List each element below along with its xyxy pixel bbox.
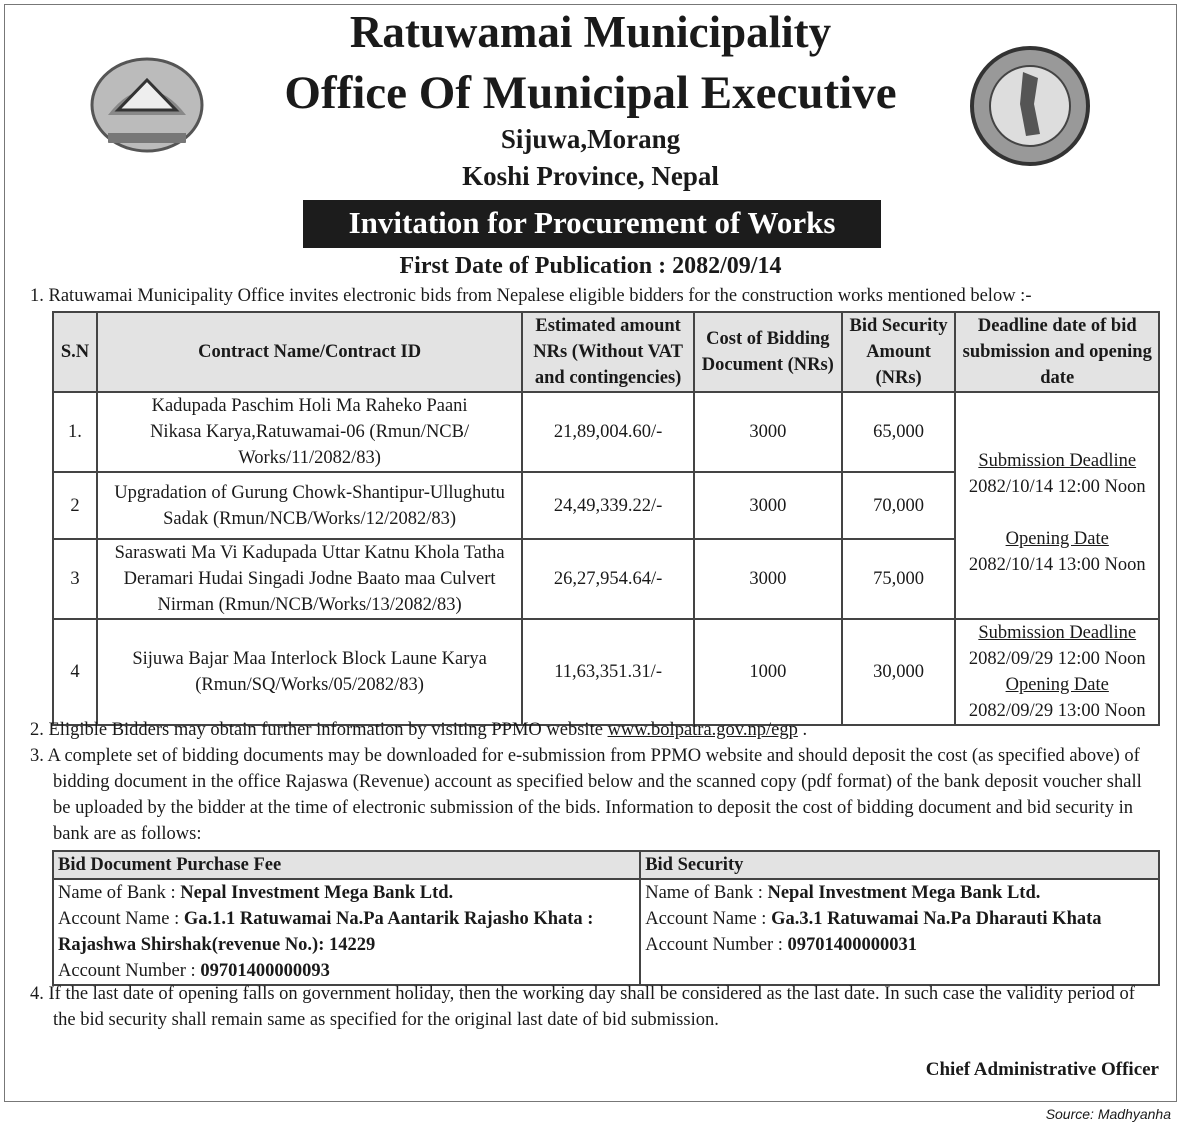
table-header-row [53,312,1159,392]
row-estimate: 26,27,954.64/- [522,539,694,619]
submission-deadline-label: Submission Deadline [978,623,1137,643]
works-table [52,311,1160,726]
submission-deadline-label: Submission Deadline [978,450,1137,471]
row-security: 70,000 [842,472,956,539]
row-contract-name: Sijuwa Bajar Maa Interlock Block Laune Karya (Rmun/SQ/Works/05/2082/83) [97,619,522,725]
bid-security-details [640,879,1159,985]
paragraph-3: 3. A complete set of bidding documents may be downloaded for e-submission from PPMO website and should deposit the cost (as specified above) of bidding document in the office Rajaswa (Revenue) account as specified below and the scanned copy (pdf format) of the bank deposit voucher shall be uploaded by the bidder at the time of electronic submission of the bids. Information to deposit the cost of bidding document and bid security in bank are as follows: [30,746,1142,844]
account-number: 09701400000093 [200,961,330,981]
opening-date-label: Opening Date [1005,528,1109,549]
row-estimate: 21,89,004.60/- [522,392,694,472]
office-name: Office Of Municipal Executive [284,67,897,119]
row-contract-name: Upgradation of Gurung Chowk-Shantipur-Ullughutu Sadak (Rmun/NCB/Works/12/2082/83) [97,472,522,539]
paragraph-2-end: . [797,720,808,740]
intro-paragraph: 1. Ratuwamai Municipality Office invites electronic bids from Nepalese eligible bidders for the construction works mentioned below :- [30,286,1032,306]
col-estimate: Estimated amount NRs (Without VAT and contingencies) [522,312,694,392]
row-security: 30,000 [842,619,956,725]
table-row [53,392,1159,472]
col-security: Bid Security Amount (NRs) [842,312,956,392]
bank-label: Name of Bank : [58,883,181,903]
publication-date: First Date of Publication : 2082/09/14 [399,253,782,279]
row-sn: 1. [53,392,97,472]
account-name: Ga.3.1 Ratuwamai Na.Pa Dharauti Khata [771,909,1102,929]
address-line-2: Koshi Province, Nepal [462,161,719,191]
deadline-cell-b [955,619,1159,725]
account-name: Ga.1.1 Ratuwamai Na.Pa Aantarik Rajasho Khata : Rajashwa Shirshak(revenue No.): 14229 [58,909,594,955]
notice-title-banner: Invitation for Procurement of Works [303,200,881,248]
ppmo-website-link[interactable]: www.bolpatra.gov.np/egp [607,720,798,740]
row-sn: 3 [53,539,97,619]
row-security: 75,000 [842,539,956,619]
deadline-cell-a [955,392,1159,619]
paragraph-2-text: 2. Eligible Bidders may obtain further information by visiting PPMO website [30,720,608,740]
account-number-label: Account Number : [58,961,201,981]
row-cost: 3000 [694,392,842,472]
account-name-label: Account Name : [645,909,772,929]
row-estimate: 11,63,351.31/- [522,619,694,725]
municipality-name: Ratuwamai Municipality [349,7,832,57]
opening-date-label: Opening Date [1005,675,1109,695]
paragraph-2 [30,717,807,743]
row-sn: 4 [53,619,97,725]
col-deadline: Deadline date of bid submission and opening date [955,312,1159,392]
opening-date: 2082/09/29 13:00 Noon [968,701,1146,721]
submission-deadline: 2082/09/29 12:00 Noon [968,649,1146,669]
bank-details-table [52,850,1160,986]
row-security: 65,000 [842,392,956,472]
row-estimate: 24,49,339.22/- [522,472,694,539]
col-contract: Contract Name/Contract ID [97,312,522,392]
address-line-1: Sijuwa,Morang [500,124,681,154]
row-cost: 3000 [694,472,842,539]
account-name-label: Account Name : [58,909,184,929]
row-sn: 2 [53,472,97,539]
source-credit: Source: Madhyanha [1045,1106,1171,1122]
table-row [53,619,1159,725]
submission-deadline: 2082/10/14 12:00 Noon [968,476,1146,497]
row-cost: 1000 [694,619,842,725]
account-number: 09701400000031 [787,935,918,955]
row-contract-name: Kadupada Paschim Holi Ma Raheko Paani Nikasa Karya,Ratuwamai-06 (Rmun/NCB/ Works/11/2082/83) [97,392,522,472]
account-number-label: Account Number : [645,935,788,955]
bank-label: Name of Bank : [645,883,768,903]
signatory-title: Chief Administrative Officer [925,1059,1159,1080]
bid-security-heading: Bid Security [640,851,1159,879]
col-sn: S.N [53,312,97,392]
paragraph-4: 4. If the last date of opening falls on government holiday, then the working day shall be considered as the last date. In such case the validity period of the bid security shall remain same as specified for the original last date of bid submission. [30,984,1135,1030]
row-cost: 3000 [694,539,842,619]
opening-date: 2082/10/14 13:00 Noon [968,554,1146,575]
bid-fee-details [53,879,640,985]
bank-name: Nepal Investment Mega Bank Ltd. [180,883,454,903]
bid-fee-heading: Bid Document Purchase Fee [53,851,640,879]
row-contract-name: Saraswati Ma Vi Kadupada Uttar Katnu Khola Tatha Deramari Hudai Singadi Jodne Baato maa Culvert Nirman (Rmun/NCB/Works/13/2082/83) [97,539,522,619]
col-cost: Cost of Bidding Document (NRs) [694,312,842,392]
bank-name: Nepal Investment Mega Bank Ltd. [767,883,1041,903]
